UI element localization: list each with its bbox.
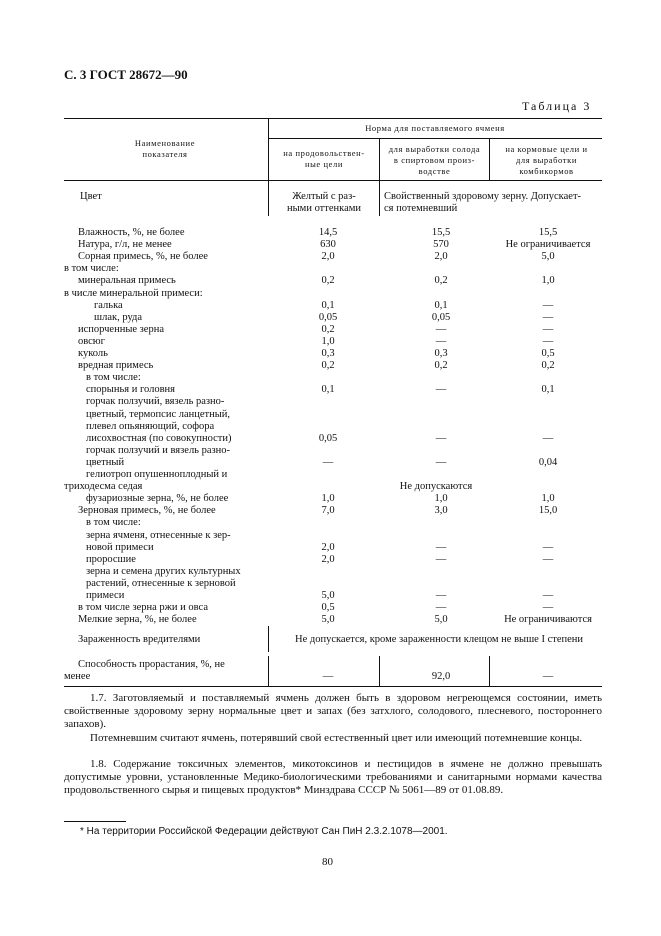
row-value-c3: 0,2	[541, 360, 555, 372]
row-value-c2: —	[435, 541, 447, 553]
row-value-c3: —	[542, 541, 554, 553]
row-name: проросшие	[86, 553, 136, 565]
row-value-c2: 0,2	[434, 360, 448, 372]
row-value-c1: 0,05	[318, 311, 338, 323]
row-value-c1: 630	[320, 239, 336, 251]
row-name: горчак ползучий и вязель разно-	[86, 444, 231, 456]
row-name: Влажность, %, не более	[78, 227, 185, 238]
row-value-c3: —	[542, 335, 554, 347]
row-value-c3: —	[542, 432, 554, 444]
row-value-c2: —	[435, 432, 447, 444]
color-row-other: Свойственный здоровому зерну. Допускает- ся потемневший	[384, 191, 582, 214]
col-divider-2	[379, 138, 380, 180]
page-number: 80	[322, 856, 333, 868]
row-name: плевел опьяняющий, софора	[86, 420, 215, 432]
row-value-c2: 5,0	[434, 614, 448, 626]
table-row	[64, 372, 604, 384]
group-header: Норма для поставляемого ячменя	[365, 123, 505, 133]
footnote: * На территории Российской Федерации действуют Сан ПиН 2.3.2.1078—2001.	[80, 826, 448, 837]
table-row	[64, 554, 604, 566]
pest-row	[64, 634, 604, 646]
row-value-c3: 1,0	[541, 275, 555, 287]
row-name: в том числе:	[86, 372, 141, 384]
row-name: в числе минеральной примеси:	[64, 287, 203, 299]
table-row	[64, 493, 604, 505]
table-row	[64, 312, 604, 324]
row-name: в том числе:	[64, 263, 119, 275]
row-value-c3: —	[542, 590, 554, 601]
table-row	[64, 300, 604, 312]
paragraph-1-7-dark: Потемневшим считают ячмень, потерявший свой естественный цвет или имеющий потемневшие концы.	[90, 732, 583, 744]
color-row-food: Желтый с раз- ными оттенками	[287, 191, 361, 214]
table-row	[64, 348, 604, 360]
row-name: Зерновая примесь, %, не более	[78, 505, 216, 517]
row-value-c1: 1,0	[321, 335, 335, 347]
row-value-c2: 1,0	[434, 493, 448, 505]
row-value-c3: —	[542, 553, 554, 565]
row-value-c2: 2,0	[434, 251, 448, 263]
row-name: в том числе:	[86, 517, 141, 529]
col-header-name: Наименование показателя	[134, 138, 196, 159]
table-row	[64, 396, 604, 408]
germination-feed: —	[542, 671, 554, 682]
col-header-feed: на кормовые цели и для выработки комбикормов	[505, 144, 588, 176]
row-value-c1: 2,0	[321, 553, 335, 565]
row-name: лисохвостная (по совокупности)	[86, 432, 232, 444]
germination-row-1	[64, 659, 604, 671]
row-name: цветный, термопсис ланцетный,	[86, 408, 231, 420]
row-value-c1: 0,05	[318, 432, 338, 444]
paragraph-1-7: 1.7. Заготовляемый и поставляемый ячмень должен быть в здоровом негреющемся состоянии, иметь свойственные здоровому зерну нормальные цвет и запах (без затхлого, солодового, плесневого, постороннего запахов).	[64, 692, 602, 730]
row-value-c1: 5,0	[321, 614, 335, 626]
row-value-c3: Не ограничиваются	[504, 614, 592, 626]
page-header: С. 3 ГОСТ 28672—90	[64, 67, 188, 82]
row-value-c2: —	[435, 384, 447, 396]
row-name: минеральная примесь	[78, 275, 176, 287]
table-label: Таблица 3	[522, 99, 592, 113]
row-value-c1: 1,0	[321, 493, 335, 505]
germination-malt: 92,0	[431, 671, 451, 682]
row-value-c1: 14,5	[318, 227, 338, 238]
row-value-c3: 15,5	[538, 227, 558, 238]
table-row	[64, 602, 604, 614]
table-row	[64, 517, 604, 529]
row-value-c1: 7,0	[321, 505, 335, 517]
row-value-c3: —	[542, 299, 554, 311]
row-name: цветный	[86, 456, 125, 468]
row-value-c2: —	[435, 456, 447, 468]
table-row	[64, 409, 604, 421]
footnote-rule	[64, 821, 126, 822]
row-name: триходесма седая	[64, 481, 143, 493]
table-row	[64, 288, 604, 300]
row-value-c2: 0,1	[434, 299, 448, 311]
row-value-c1: 0,1	[321, 384, 335, 396]
table-top-rule	[64, 118, 602, 119]
row-name: новой примеси	[86, 541, 154, 553]
row-name: Сорная примесь, %, не более	[78, 251, 208, 263]
row-value-c3: 5,0	[541, 251, 555, 263]
pest-row-name: Зараженность вредителями	[78, 634, 201, 645]
color-row-name: Цвет	[80, 191, 102, 202]
row-value-c3: —	[542, 602, 554, 614]
row-name: в том числе зерна ржи и овса	[78, 602, 208, 614]
table-row	[64, 445, 604, 457]
row-name: гелиотроп опушеннoплодный и	[86, 469, 228, 480]
table-row	[64, 542, 604, 554]
row-value-c1: —	[322, 456, 334, 468]
row-name: Мелкие зерна, %, не более	[78, 614, 197, 626]
table-row	[64, 590, 604, 602]
table-row	[64, 566, 604, 578]
row-name: испорченные зерна	[78, 323, 164, 335]
row-value-c2: 3,0	[434, 505, 448, 517]
col-header-food: на продовольствен- ные цели	[283, 148, 365, 169]
row-value-c2: —	[435, 602, 447, 614]
row-name: Натура, г/л, не менее	[78, 239, 172, 251]
body-divider-2a	[379, 180, 380, 216]
col-divider-3	[489, 138, 490, 180]
row-value-c2: 570	[433, 239, 449, 251]
table-row	[64, 578, 604, 590]
row-value-c2: —	[435, 553, 447, 565]
row-value-c3: Не ограничивается	[505, 239, 591, 251]
row-value-c2: 0,05	[431, 311, 451, 323]
row-value-c2: —	[435, 335, 447, 347]
row-value-c3: —	[542, 323, 554, 335]
germination-row-2	[64, 671, 604, 683]
table-row	[64, 324, 604, 336]
table-row	[64, 469, 604, 481]
col-header-malt: для выработки солода в спиртовом произ- водстве	[388, 144, 481, 176]
row-value-c1: 0,1	[321, 299, 335, 311]
row-name: примеси	[86, 590, 125, 601]
body-divider-1a	[268, 180, 269, 216]
table-row	[64, 614, 604, 626]
row-name: шлак, руда	[94, 311, 143, 323]
row-name: зерна и семена других культурных	[86, 565, 241, 577]
header-bottom-rule	[64, 180, 602, 181]
pest-row-value: Не допускается, кроме зараженности клещом не выше I степени	[294, 634, 584, 645]
row-name: вредная примесь	[78, 360, 154, 372]
row-value-c1: 5,0	[321, 590, 335, 601]
row-value-c1: 0,2	[321, 323, 335, 335]
paragraph-1-8: 1.8. Содержание токсичных элементов, микотоксинов и пестицидов в ячмене не должно превышать допустимые уровни, установленные Медико-биологическими требованиями и санитарными нормами качества продовольственного сырья и пищевых продуктов* Минздрава СССР № 5061—89 от 01.08.89.	[64, 758, 602, 796]
germination-name-1: Способность прорастания, %, не	[78, 659, 225, 670]
row-value-c3: 1,0	[541, 493, 555, 505]
row-value-c2: —	[435, 323, 447, 335]
row-value-c3: 0,1	[541, 384, 555, 396]
table-row	[64, 275, 604, 287]
table-row	[64, 360, 604, 372]
row-value-c3: —	[542, 311, 554, 323]
row-name: галька	[94, 299, 123, 311]
row-value-c1: 0,3	[321, 348, 335, 359]
table-row	[64, 263, 604, 275]
row-value-c1: 0,2	[321, 360, 335, 372]
table-row	[64, 530, 604, 542]
row-value-c1: 2,0	[321, 541, 335, 553]
row-value-c1: 0,2	[321, 275, 335, 287]
row-span-value: Не допускаются	[399, 481, 473, 493]
germination-name-2: менее	[64, 671, 91, 682]
table-row	[64, 481, 604, 493]
table-row	[64, 384, 604, 396]
table-row	[64, 227, 604, 239]
table-row	[64, 336, 604, 348]
row-value-c2: —	[435, 590, 447, 601]
row-name: зерна ячменя, отнесенные к зер-	[86, 529, 231, 541]
row-name: овсюг	[78, 335, 105, 347]
table-row	[64, 251, 604, 263]
table-row	[64, 421, 604, 433]
row-value-c3: 0,04	[538, 456, 558, 468]
germination-food: —	[322, 671, 334, 682]
table-row	[64, 457, 604, 469]
row-name: спорынья и головня	[86, 384, 175, 396]
row-value-c2: 0,3	[434, 348, 448, 359]
row-value-c2: 15,5	[431, 227, 451, 238]
table-row	[64, 505, 604, 517]
row-value-c1: 2,0	[321, 251, 335, 263]
row-value-c3: 15,0	[538, 505, 558, 517]
table-row	[64, 433, 604, 445]
row-value-c2: 0,2	[434, 275, 448, 287]
group-header-rule	[268, 138, 602, 139]
row-value-c3: 0,5	[541, 348, 555, 359]
table-bottom-rule	[64, 686, 602, 687]
row-name: горчак ползучий, вязель разно-	[86, 396, 225, 408]
table-row	[64, 239, 604, 251]
row-name: куколь	[78, 348, 108, 359]
row-name: растений, отнесенные к зерновой	[86, 577, 236, 589]
row-name: фузариозные зерна, %, не более	[86, 493, 229, 505]
row-value-c1: 0,5	[321, 602, 335, 614]
